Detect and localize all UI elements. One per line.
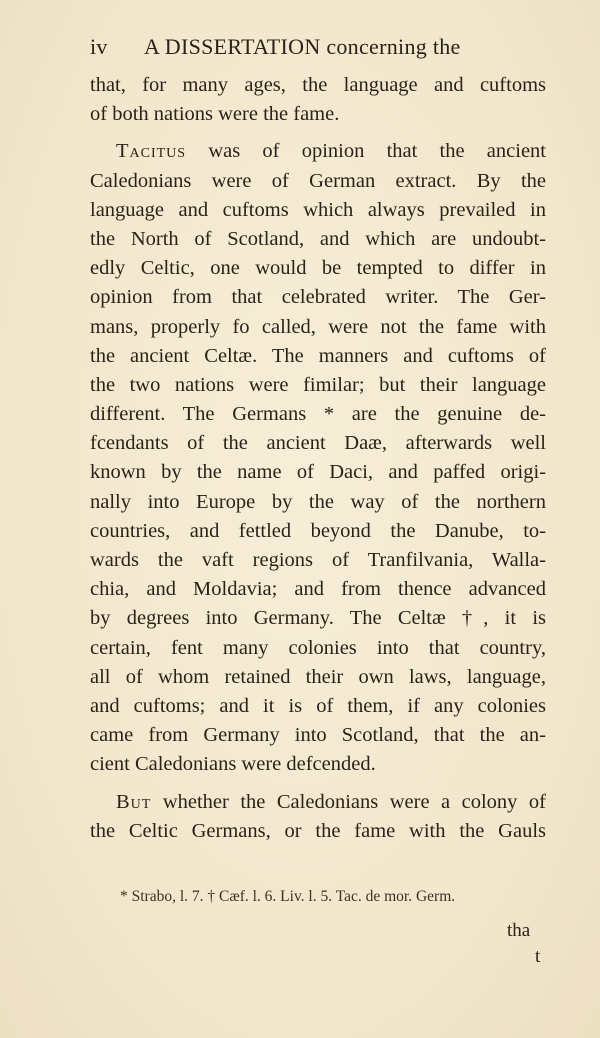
text-line xyxy=(90,517,546,546)
line-text: of both nations were the fame. xyxy=(90,103,340,126)
text-line xyxy=(90,429,546,458)
text-line xyxy=(90,313,546,342)
text-line xyxy=(90,721,546,750)
text-line xyxy=(90,663,546,692)
text-line xyxy=(90,71,546,100)
text-line xyxy=(90,458,546,487)
paragraph-lead-word: Tacitus xyxy=(116,140,187,163)
line-text: the two nations were fimilar; but their language xyxy=(90,373,546,396)
line-text: fcendants of the ancient Daæ, afterwards well xyxy=(90,432,546,455)
text-line xyxy=(90,254,546,283)
text-line xyxy=(90,167,546,196)
line-text: chia, and Moldavia; and from thence advanced xyxy=(90,578,546,601)
text-line xyxy=(90,788,546,817)
text-line xyxy=(90,371,546,400)
text-line xyxy=(90,634,546,663)
line-text: nally into Europe by the way of the northern xyxy=(90,490,546,513)
text-line xyxy=(90,692,546,721)
line-text: came from Germany into Scotland, that the an- xyxy=(90,724,546,747)
line-text: that, for many ages, the language and cuftoms xyxy=(90,74,546,96)
footnotes: * Strabo, l. 7. † Cæf. l. 6. Liv. l. 5. Tac. de mor. Germ. xyxy=(120,888,456,905)
text-line xyxy=(90,488,546,517)
catchword xyxy=(507,918,540,970)
text-line xyxy=(90,342,546,371)
line-text: known by the name of Daci, and paffed origi- xyxy=(90,461,546,484)
line-text: was of opinion that the ancient xyxy=(186,140,546,163)
line-text: mans, properly fo called, were not the fame with xyxy=(90,315,546,338)
text-line xyxy=(90,750,546,779)
paragraph-gap xyxy=(90,780,546,788)
catchword-line-1: tha xyxy=(507,920,531,941)
running-title: A DISSERTATION concerning the xyxy=(144,34,461,59)
paragraph-lead-word: But xyxy=(116,790,152,813)
line-text: different. The Germans * are the genuine de- xyxy=(90,403,546,426)
page-header xyxy=(90,34,550,64)
line-text: the ancient Celtæ. The manners and cuftoms of xyxy=(90,344,546,367)
text-line xyxy=(90,604,546,633)
line-text: certain, fent many colonies into that country, xyxy=(90,636,546,659)
text-line xyxy=(90,225,546,254)
line-text: the Celtic Germans, or the fame with the Gauls xyxy=(90,819,546,842)
line-text: all of whom retained their own laws, language, xyxy=(90,665,546,688)
folio-number: iv xyxy=(90,34,108,59)
line-text: and cuftoms; and it is of them, if any colonies xyxy=(90,694,546,717)
body-text xyxy=(90,71,546,846)
text-line xyxy=(90,575,546,604)
line-text: countries, and fettled beyond the Danube, to- xyxy=(90,519,546,542)
text-line xyxy=(90,546,546,575)
text-line xyxy=(90,283,546,312)
line-text: edly Celtic, one would be tempted to differ in xyxy=(90,257,546,280)
text-line xyxy=(90,400,546,429)
line-text: wards the vaft regions of Tranfilvania, Walla- xyxy=(90,549,546,571)
line-text: Caledonians were of German extract. By the xyxy=(90,169,546,192)
line-text: the North of Scotland, and which are undoubt- xyxy=(90,227,546,250)
line-text: language and cuftoms which always prevailed in xyxy=(90,198,546,221)
text-line xyxy=(90,196,546,225)
line-text: by degrees into Germany. The Celtæ †, it is xyxy=(90,607,546,630)
text-line xyxy=(90,100,546,129)
line-text: cient Caledonians were defcended. xyxy=(90,753,376,776)
text-line xyxy=(90,817,546,846)
catchword-line-2: t xyxy=(535,946,541,967)
line-text: whether the Caledonians were a colony of xyxy=(151,790,546,813)
paragraph-gap xyxy=(90,129,546,137)
text-line xyxy=(90,137,546,166)
line-text: opinion from that celebrated writer. The Ger- xyxy=(90,286,546,309)
